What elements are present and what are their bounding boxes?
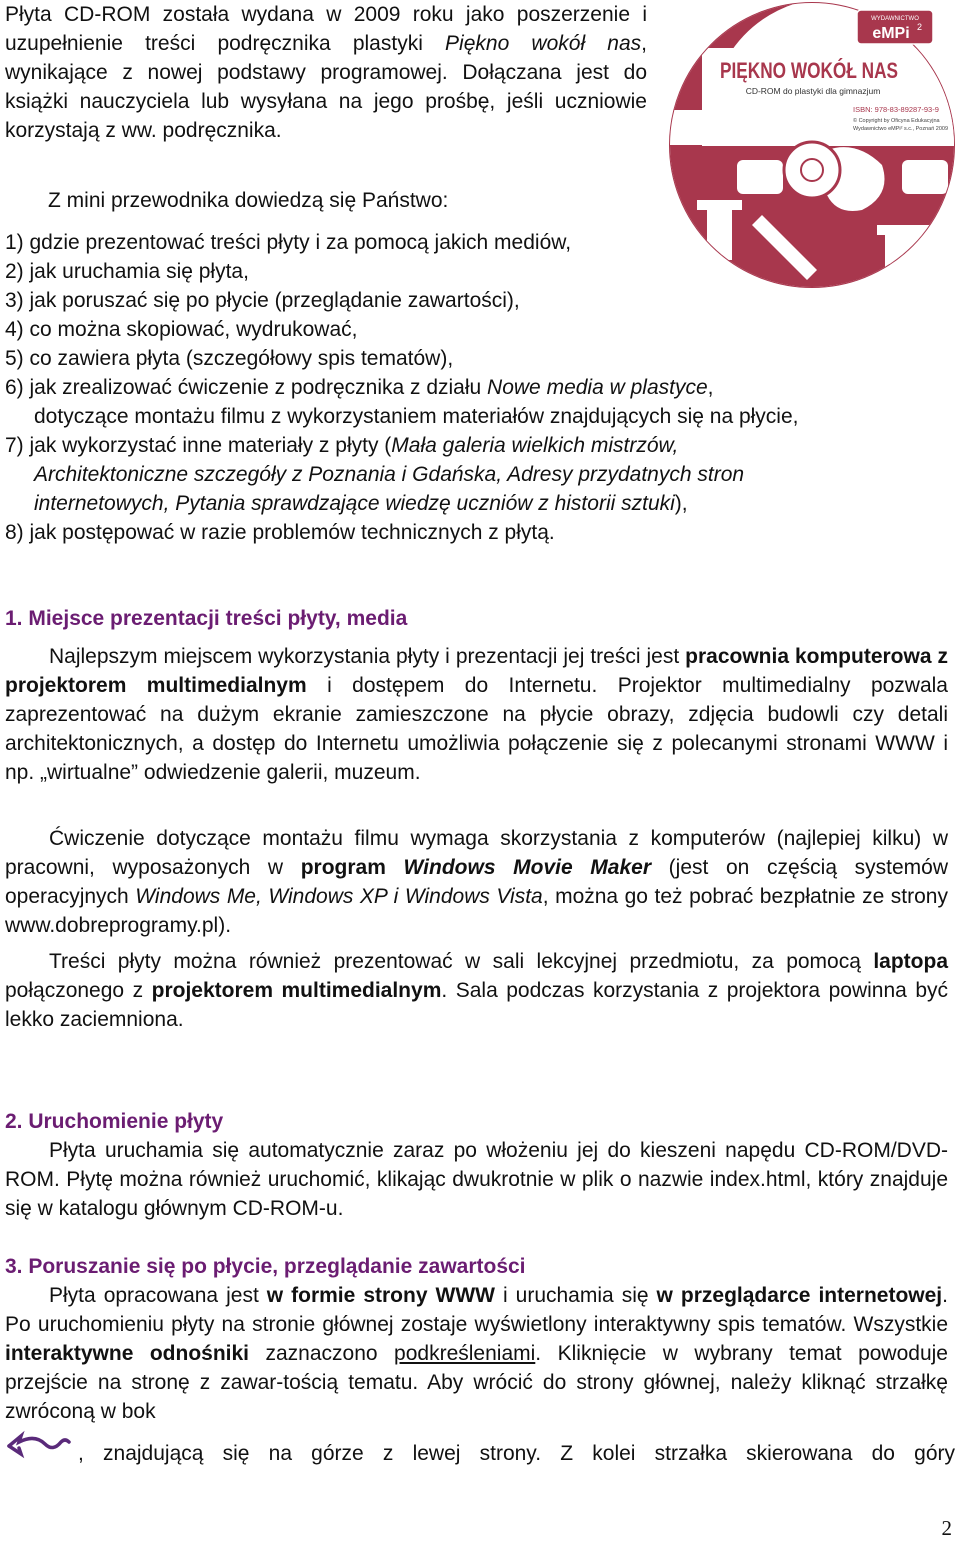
list-item: 5) co zawiera płyta (szczegółowy spis tematów), <box>5 347 454 370</box>
paragraph-underlined: podkreśleniami <box>394 1342 536 1365</box>
list-item: 4) co można skopiować, wydrukować, <box>5 318 358 341</box>
cd-brand-sup: 2 <box>917 22 923 32</box>
cd-subtitle: CD-ROM do plastyki dla gimnazjum <box>745 86 881 96</box>
paragraph-text: i dostępem do Internetu. Projektor multimedialny pozwala zaprezentować na dużym ekranie zamieszczone na płycie obrazy, zdjęcia budowli czy detali architektonicznych, a dostęp do Internetu umożliwia połączenie się z polecanymi stronami WWW i np. „wirtualne” odwiedzenie galerii, muzeum. <box>5 674 948 784</box>
paragraph-bold-italic: Windows Movie Maker <box>403 856 652 879</box>
paragraph-bold: program <box>300 856 404 879</box>
guide-intro-line: Z mini przewodnika dowiedzą się Państwo: <box>48 189 449 212</box>
paragraph-text: . Po uruchomieniu płyty na stronie głównej zostaje wyświetlony interaktywny spis tematów. Wszystkie <box>5 1284 948 1336</box>
paragraph-text: Treści płyty można również prezentować w sali lekcyjnej przedmiotu, za pomocą <box>49 950 874 973</box>
list-item-text: 7) jak wykorzystać inne materiały z płyty ( <box>5 434 392 457</box>
section-heading-media: 1. Miejsce prezentacji treści płyty, media <box>5 607 408 630</box>
paragraph-text: . Sala podczas korzystania z projektora powinna być lekko zaciemniona. <box>5 979 948 1031</box>
paragraph-text: (jest on częścią systemów operacyjnych <box>5 856 948 908</box>
section-heading-launch: 2. Uruchomienie płyty <box>5 1110 224 1133</box>
list-item: 1) gdzie prezentować treści płyty i za pomocą jakich mediów, <box>5 231 572 254</box>
intro-book-title: Piękno wokół nas <box>445 32 642 55</box>
intro-paragraph <box>5 0 647 145</box>
list-item-text: 6) jak zrealizować ćwiczenie z podręcznika z działu <box>5 376 488 399</box>
list-item-italic: internetowych, Pytania sprawdzające wiedzę uczniów z historii sztuki <box>34 492 675 515</box>
section1-paragraph-1 <box>5 642 948 787</box>
paragraph-text: Najlepszym miejscem wykorzystania płyty i prezentacji jej treści jest <box>49 645 686 668</box>
intro-text-1: Płyta CD-ROM została wydana w 2009 roku jako poszerzenie i uzupełnienie treści podręcznika plastyki <box>5 3 647 55</box>
paragraph-bold: w przeglądarce internetowej <box>656 1284 943 1307</box>
list-item: 8) jak postępować w razie problemów technicznych z płytą. <box>5 521 555 544</box>
list-item <box>5 373 955 431</box>
paragraph-bold: projektorem multimedialnym <box>151 979 442 1002</box>
paragraph-text: połączonego z <box>5 979 152 1002</box>
paragraph-bold: pracownia komputerowa z projektorem multimedialnym <box>5 645 948 697</box>
paragraph-italic: Windows Me, Windows XP i Windows Vista <box>135 885 543 908</box>
list-item-italic: Architektoniczne szczegóły z Poznania i Gdańska, Adresy przydatnych stron <box>34 463 745 486</box>
paragraph-bold: w formie strony WWW <box>266 1284 495 1307</box>
section2-paragraph: Płyta uruchamia się automatycznie zaraz po włożeniu jej do kieszeni napędu CD-ROM/DVD-ROM. Płytę można również uruchomić, klikając dwukrotnie w plik o nazwie index.html, który znajduje się w katalogu głównym CD-ROM-u. <box>5 1139 948 1220</box>
list-item-text: ), <box>674 492 688 515</box>
list-item <box>5 431 955 518</box>
cd-copyright-line1: © Copyright by Oficyna Edukacyjna <box>853 118 940 124</box>
paragraph-text: Płyta opracowana jest <box>49 1284 267 1307</box>
paragraph-bold: laptopa <box>873 950 948 973</box>
list-item-continuation <box>34 489 955 518</box>
cd-brand-top: WYDAWNICTWO <box>871 16 919 22</box>
section3-paragraph <box>5 1281 948 1426</box>
list-item-text: , <box>707 376 714 399</box>
list-item-italic: Mała galeria wielkich mistrzów, <box>391 434 679 457</box>
list-item-continuation: dotyczące montażu filmu z wykorzystaniem materiałów znajdujących się na płycie, <box>34 405 799 428</box>
paragraph-text: zaznaczono <box>249 1342 395 1365</box>
paragraph-bold: interaktywne odnośniki <box>5 1342 250 1365</box>
section1-paragraph-2 <box>5 824 948 940</box>
cd-copyright-line2: Wydawnictwo eMPi² s.c., Poznań 2009 <box>853 126 949 132</box>
list-item-italic: Nowe media w plastyce <box>487 376 708 399</box>
paragraph-text: . Kliknięcie w wybrany temat powoduje przejście na stronę z zawar-tością tematu. Aby wrócić do strony głównej, należy kliknąć strzałkę zwróconą w bok <box>5 1342 948 1423</box>
list-item: 3) jak poruszać się po płycie (przeglądanie zawartości), <box>5 289 520 312</box>
page-number: 2 <box>941 1516 952 1540</box>
section1-paragraph-3 <box>5 947 948 1034</box>
cd-isbn: ISBN: 978-83-89287-93-9 <box>853 105 939 114</box>
list-item: 2) jak uruchamia się płyta, <box>5 260 249 283</box>
back-arrow-icon <box>5 1430 73 1460</box>
guide-list <box>5 228 955 547</box>
section-heading-navigation: 3. Poruszanie się po płycie, przeglądanie zawartości <box>5 1255 526 1278</box>
cd-title: PIĘKNO WOKÓŁ NAS <box>720 58 898 83</box>
intro-text-2: , wynikające z nowej podstawy programowej. Dołączana jest do książki nauczyciela lub wysyłana na jego prośbę, jeśli uczniowie korzystają z ww. podręcznika. <box>5 32 647 142</box>
paragraph-text: i uruchamia się <box>494 1284 657 1307</box>
paragraph-text: , można go też pobrać bezpłatnie ze strony www.dobreprogramy.pl). <box>5 885 948 937</box>
cd-brand-main: eMPi <box>872 25 910 42</box>
section3-tail-line: , znajdującą się na górze z lewej strony. Z kolei strzałka skierowana do góry <box>78 1442 955 1465</box>
paragraph-text: Ćwiczenie dotyczące montażu filmu wymaga skorzystania z komputerów (najlepiej kilku) w pracowni, wyposażonych w <box>5 827 948 879</box>
